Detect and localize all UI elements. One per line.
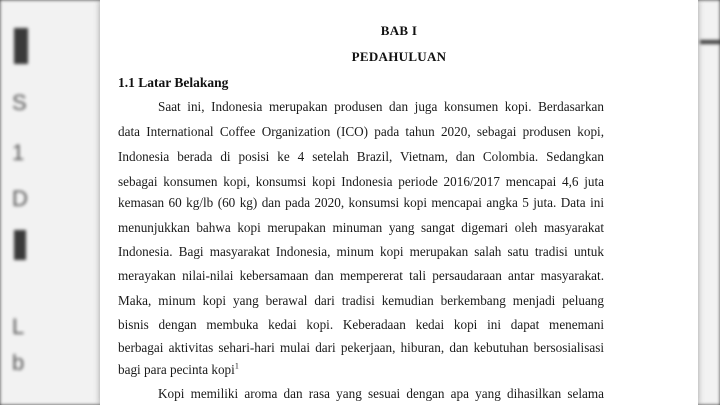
paragraph-line: sebagai konsumen kopi, konsumsi kopi Indonesia periode 2016/2017 mencapai 4,6 juta [118, 174, 604, 189]
paragraph-line: Maka, minum kopi yang berawal dari tradisi kemudian berkembang menjadi peluang [118, 293, 604, 308]
background-right-block [700, 40, 720, 44]
section-heading: 1.1 Latar Belakang [118, 75, 229, 90]
paragraph-line: berbagai aktivitas sehari-hari mulai dari pekerjaan, hiburan, dan kebutuhan bersosialisasi [118, 340, 604, 355]
next-paragraph-line: Kopi memiliki aroma dan rasa yang sesuai dengan apa yang dihasilkan selama [158, 386, 604, 401]
background-text-fragment: D [12, 186, 28, 211]
paragraph-line: Indonesia. Bagi masyarakat Indonesia, minum kopi merupakan salah satu tradisi untuk [118, 244, 604, 259]
background-text-fragment: L [12, 314, 25, 339]
background-heading-block [14, 28, 28, 64]
document-page[interactable] [100, 0, 698, 405]
paragraph-last-line [118, 362, 604, 378]
paragraph-line: menunjukkan bahwa kopi merupakan minuman yang sangat digemari oleh masyarakat [118, 220, 604, 235]
background-text-fragment: b [12, 350, 25, 375]
background-text-block [14, 230, 26, 260]
paragraph-line: Saat ini, Indonesia merupakan produsen dan juga konsumen kopi. Berdasarkan [158, 99, 604, 114]
paragraph-line: bisnis dengan membuka kedai kopi. Keberadaan kedai kopi ini dapat menemani [118, 317, 604, 332]
background-text-fragment: 1 [12, 140, 25, 165]
paragraph-line: merayakan nilai-nilai kebersamaan dan mempererat tali persaudaraan antar masyarakat. [118, 268, 604, 283]
chapter-number: BAB I [380, 23, 418, 38]
paragraph-line: data International Coffee Organization (ICO) pada tahun 2020, sebagai produsen kopi, [118, 124, 604, 139]
paragraph-line: bagi para pecinta kopi [118, 362, 235, 377]
paragraph-line: kemasan 60 kg/lb (60 kg) dan pada 2020, konsumsi kopi mencapai angka 5 juta. Data ini [118, 195, 604, 210]
footnote-marker[interactable]: 1 [234, 361, 239, 371]
chapter-title: PEDAHULUAN [351, 49, 447, 64]
background-text-fragment: S [12, 90, 27, 115]
paragraph-line: Indonesia berada di posisi ke 4 setelah Brazil, Vietnam, dan Colombia. Sedangkan [118, 149, 604, 164]
